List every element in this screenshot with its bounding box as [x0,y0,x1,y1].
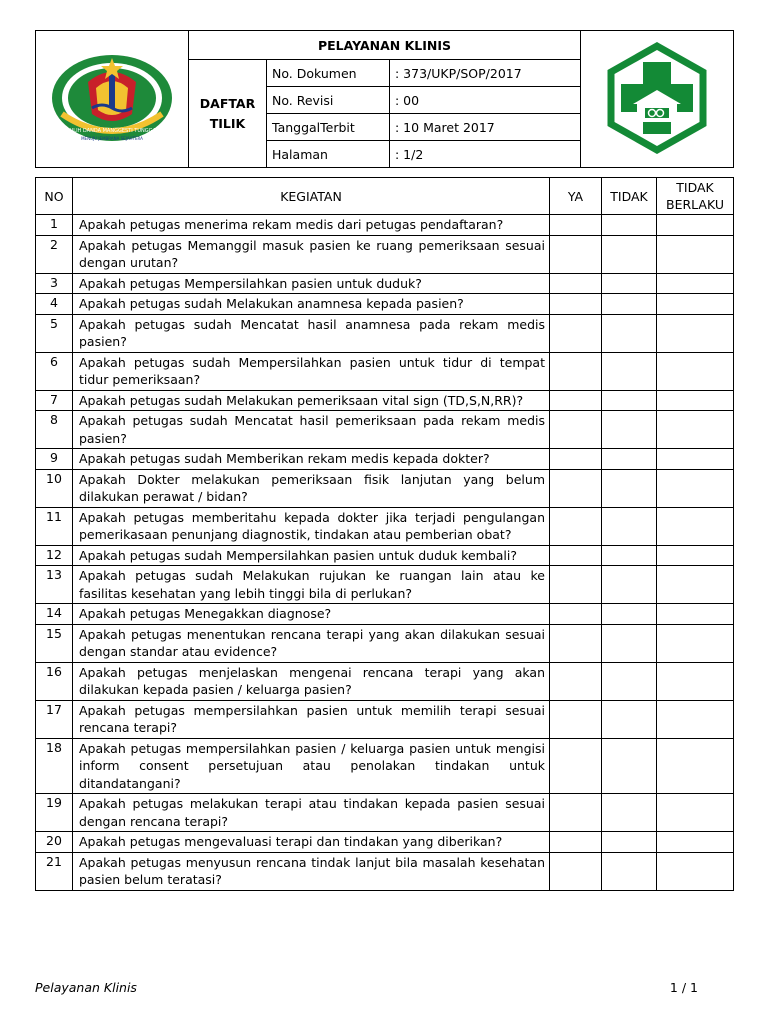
check-ya-cell[interactable] [550,411,602,449]
check-tidak-berlaku-cell[interactable] [657,469,734,507]
check-tidak-berlaku-cell[interactable] [657,390,734,411]
table-row [36,545,734,566]
check-tidak-berlaku-cell[interactable] [657,449,734,470]
check-tidak-cell[interactable] [602,700,657,738]
doc-type-line2: TILIK [209,115,246,131]
check-tidak-cell[interactable] [602,832,657,853]
check-tidak-berlaku-cell[interactable] [657,411,734,449]
row-number: 5 [36,314,73,352]
check-tidak-berlaku-cell[interactable] [657,794,734,832]
col-header-tidak-berlaku-line1: TIDAK [676,180,714,195]
check-tidak-berlaku-cell[interactable] [657,545,734,566]
row-question: Apakah petugas sudah Mempersilahkan pasien untuk tidur di tempat tidur pemeriksaan? [73,352,550,390]
check-ya-cell[interactable] [550,235,602,273]
check-tidak-berlaku-cell[interactable] [657,604,734,625]
check-tidak-berlaku-cell[interactable] [657,294,734,315]
table-row [36,832,734,853]
row-number: 1 [36,215,73,236]
puskesmas-logo [605,42,709,154]
check-tidak-cell[interactable] [602,449,657,470]
table-row [36,314,734,352]
row-number: 9 [36,449,73,470]
check-tidak-cell[interactable] [602,235,657,273]
check-ya-cell[interactable] [550,738,602,794]
regency-emblem-logo [48,52,176,144]
table-row [36,700,734,738]
table-row [36,235,734,273]
row-number: 15 [36,624,73,662]
table-row [36,507,734,545]
check-tidak-berlaku-cell[interactable] [657,507,734,545]
row-number: 20 [36,832,73,853]
check-tidak-berlaku-cell[interactable] [657,700,734,738]
check-tidak-cell[interactable] [602,390,657,411]
row-question: Apakah petugas Memanggil masuk pasien ke ruang pemeriksaan sesuai dengan urutan? [73,235,550,273]
check-tidak-cell[interactable] [602,662,657,700]
check-tidak-berlaku-cell[interactable] [657,273,734,294]
col-header-tidak-berlaku-line2: BERLAKU [666,197,724,212]
check-tidak-cell[interactable] [602,411,657,449]
check-tidak-berlaku-cell[interactable] [657,352,734,390]
doc-type [189,60,267,168]
table-row [36,273,734,294]
check-tidak-berlaku-cell[interactable] [657,662,734,700]
check-ya-cell[interactable] [550,624,602,662]
check-ya-cell[interactable] [550,794,602,832]
row-number: 7 [36,390,73,411]
document-header [35,30,734,168]
check-tidak-cell[interactable] [602,352,657,390]
check-ya-cell[interactable] [550,662,602,700]
table-header-row [36,178,734,215]
document-title: PELAYANAN KLINIS [189,31,581,60]
check-ya-cell[interactable] [550,469,602,507]
field-value: : 1/2 [390,141,581,168]
check-tidak-cell[interactable] [602,314,657,352]
check-ya-cell[interactable] [550,390,602,411]
field-value: : 00 [390,87,581,114]
row-question: Apakah petugas Mempersilahkan pasien untuk duduk? [73,273,550,294]
row-number: 18 [36,738,73,794]
check-ya-cell[interactable] [550,273,602,294]
check-tidak-cell[interactable] [602,566,657,604]
check-tidak-cell[interactable] [602,273,657,294]
check-tidak-berlaku-cell[interactable] [657,832,734,853]
col-header-kegiatan: KEGIATAN [73,178,550,215]
check-ya-cell[interactable] [550,352,602,390]
row-question: Apakah petugas mempersilahkan pasien / keluarga pasien untuk mengisi inform consent persetujuan atau penolakan tindakan untuk ditandatangani? [73,738,550,794]
check-ya-cell[interactable] [550,700,602,738]
row-question: Apakah petugas menerima rekam medis dari petugas pendaftaran? [73,215,550,236]
row-question: Apakah petugas melakukan terapi atau tindakan kepada pasien sesuai dengan rencana terapi? [73,794,550,832]
field-value: : 10 Maret 2017 [390,114,581,141]
col-header-ya: YA [550,178,602,215]
row-question: Apakah petugas sudah Memberikan rekam medis kepada dokter? [73,449,550,470]
row-question: Apakah petugas sudah Mencatat hasil pemeriksaan pada rekam medis pasien? [73,411,550,449]
check-tidak-berlaku-cell[interactable] [657,215,734,236]
row-number: 4 [36,294,73,315]
table-row [36,604,734,625]
row-question: Apakah petugas menjelaskan mengenai rencana terapi yang akan dilakukan kepada pasien / keluarga pasien? [73,662,550,700]
checklist-table [35,177,734,891]
row-question: Apakah petugas memberitahu kepada dokter jika terjadi pengulangan pemerikasaan penunjang diagnostik, tindakan atau pemberian obat? [73,507,550,545]
row-number: 13 [36,566,73,604]
check-ya-cell[interactable] [550,294,602,315]
row-number: 19 [36,794,73,832]
check-tidak-berlaku-cell[interactable] [657,235,734,273]
row-number: 8 [36,411,73,449]
row-question: Apakah petugas sudah Mempersilahkan pasien untuk duduk kembali? [73,545,550,566]
table-row [36,566,734,604]
row-question: Apakah petugas sudah Melakukan rujukan ke ruangan lain atau ke fasilitas kesehatan yang lebih tinggi bila di perlukan? [73,566,550,604]
table-row [36,662,734,700]
table-row [36,794,734,832]
check-tidak-cell[interactable] [602,852,657,890]
check-tidak-cell[interactable] [602,604,657,625]
row-question: Apakah petugas menyusun rencana tindak lanjut bila masalah kesehatan pasien belum teratasi? [73,852,550,890]
row-number: 3 [36,273,73,294]
row-number: 2 [36,235,73,273]
col-header-tidak: TIDAK [602,178,657,215]
check-tidak-cell[interactable] [602,794,657,832]
row-number: 12 [36,545,73,566]
check-ya-cell[interactable] [550,604,602,625]
footer-title: Pelayanan Klinis [35,980,137,995]
row-number: 14 [36,604,73,625]
check-ya-cell[interactable] [550,832,602,853]
svg-text:MENUJU JEMBRANA SEJAHTERA: MENUJU JEMBRANA SEJAHTERA [81,135,143,141]
table-row [36,352,734,390]
row-question: Apakah petugas Menegakkan diagnose? [73,604,550,625]
check-tidak-berlaku-cell[interactable] [657,852,734,890]
field-label: No. Revisi [267,87,390,114]
row-number: 10 [36,469,73,507]
row-number: 16 [36,662,73,700]
check-tidak-berlaku-cell[interactable] [657,314,734,352]
check-ya-cell[interactable] [550,314,602,352]
field-value: : 373/UKP/SOP/2017 [390,60,581,87]
table-row [36,390,734,411]
row-number: 11 [36,507,73,545]
check-tidak-berlaku-cell[interactable] [657,624,734,662]
field-label: Halaman [267,141,390,168]
left-logo-cell [36,31,189,168]
row-question: Apakah petugas sudah Mencatat hasil anamnesa pada rekam medis pasien? [73,314,550,352]
check-ya-cell[interactable] [550,215,602,236]
row-number: 21 [36,852,73,890]
field-label: TanggalTerbit [267,114,390,141]
check-tidak-cell[interactable] [602,215,657,236]
col-header-tidak-berlaku [657,178,734,215]
field-label: No. Dokumen [267,60,390,87]
row-number: 6 [36,352,73,390]
check-tidak-cell[interactable] [602,469,657,507]
table-row [36,469,734,507]
check-ya-cell[interactable] [550,545,602,566]
table-row [36,411,734,449]
row-question: Apakah petugas menentukan rencana terapi yang akan dilakukan sesuai dengan standar atau evidence? [73,624,550,662]
row-question: Apakah petugas sudah Melakukan anamnesa kepada pasien? [73,294,550,315]
table-row [36,624,734,662]
check-tidak-berlaku-cell[interactable] [657,566,734,604]
check-tidak-cell[interactable] [602,624,657,662]
row-question: Apakah petugas mengevaluasi terapi dan tindakan yang diberikan? [73,832,550,853]
table-row [36,294,734,315]
row-question: Apakah petugas mempersilahkan pasien untuk memilih terapi sesuai rencana terapi? [73,700,550,738]
table-row [36,215,734,236]
check-ya-cell[interactable] [550,507,602,545]
check-tidak-cell[interactable] [602,507,657,545]
check-tidak-cell[interactable] [602,738,657,794]
check-ya-cell[interactable] [550,566,602,604]
check-tidak-cell[interactable] [602,294,657,315]
table-row [36,738,734,794]
doc-type-line1: DAFTAR [199,95,256,111]
table-row [36,449,734,470]
check-tidak-berlaku-cell[interactable] [657,738,734,794]
col-header-no: NO [36,178,73,215]
check-ya-cell[interactable] [550,852,602,890]
table-row [36,852,734,890]
check-tidak-cell[interactable] [602,545,657,566]
check-ya-cell[interactable] [550,449,602,470]
row-question: Apakah Dokter melakukan pemeriksaan fisik lanjutan yang belum dilakukan perawat / bidan? [73,469,550,507]
row-number: 17 [36,700,73,738]
row-question: Apakah petugas sudah Melakukan pemeriksaan vital sign (TD,S,N,RR)? [73,390,550,411]
svg-text:MULIH DANDA MANGGESTI TUNGGAL: MULIH DANDA MANGGESTI TUNGGAL [65,127,159,134]
right-logo-cell [581,31,734,168]
page-number: 1 / 1 [669,980,698,995]
